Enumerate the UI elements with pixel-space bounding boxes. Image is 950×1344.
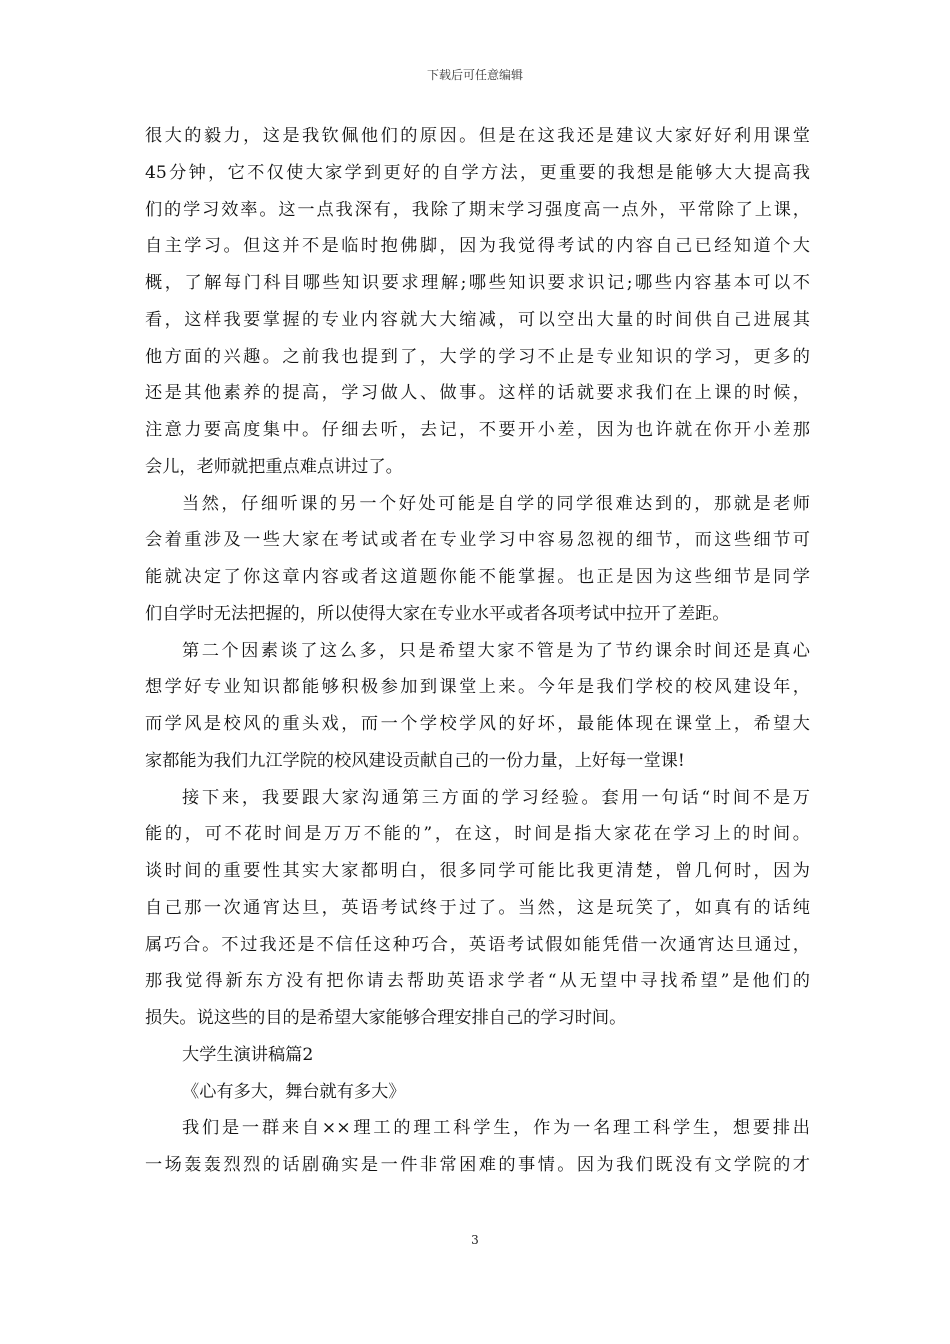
- text-line: 还是其他素养的提高，学习做人、做事。这样的话就要求我们在上课的时候，: [145, 383, 810, 404]
- text-line: 们的学习效率。这一点我深有，我除了期末学习强度高一点外，平常除了上课，: [145, 199, 810, 220]
- text-line: 那我觉得新东方没有把你请去帮助英语求学者“从无望中寻找希望”是他们的: [145, 971, 810, 992]
- text-line: 想学好专业知识都能够积极参加到课堂上来。今年是我们学校的校风建设年，: [145, 677, 810, 698]
- body-text: [145, 118, 810, 1184]
- text-line: 会着重涉及一些大家在考试或者在专业学习中容易忽视的细节，而这些细节可: [145, 530, 810, 551]
- text-line: 家都能为我们九江学院的校风建设贡献自己的一份力量，上好每一堂课!: [145, 750, 685, 771]
- text-line: 接下来，我要跟大家沟通第三方面的学习经验。套用一句话“时间不是万: [182, 787, 810, 808]
- text-line: 注意力要高度集中。仔细去听，去记，不要开小差，因为也许就在你开小差那: [145, 420, 810, 440]
- text-line: 自主学习。但这并不是临时抱佛脚，因为我觉得考试的内容自己已经知道个大: [145, 236, 810, 257]
- text-line: 《心有多大，舞台就有多大》: [182, 1081, 406, 1102]
- page-header: 下载后可任意编辑: [426, 68, 523, 82]
- text-line: 大学生演讲稿篇2: [182, 1044, 314, 1065]
- text-line: 一场轰轰烈烈的话剧确实是一件非常困难的事情。因为我们既没有文学院的才: [145, 1155, 810, 1175]
- text-line: 当然，仔细听课的另一个好处可能是自学的同学很难达到的，那就是老师: [182, 493, 810, 514]
- text-line: 能就决定了你这章内容或者这道题你能不能掌握。也正是因为这些细节是同学: [145, 567, 810, 587]
- text-line: 我们是一群来自××理工的理工科学生，作为一名理工科学生，想要排出: [182, 1118, 810, 1139]
- text-line: 45分钟，它不仅使大家学到更好的自学方法，更重要的我想是能够大大提高我: [145, 162, 810, 183]
- text-line: 他方面的兴趣。之前我也提到了，大学的学习不止是专业知识的学习，更多的: [145, 346, 810, 367]
- text-line: 谈时间的重要性其实大家都明白，很多同学可能比我更清楚，曾几何时，因为: [145, 861, 810, 881]
- text-line: 损失。说这些的目的是希望大家能够合理安排自己的学习时间。: [145, 1008, 627, 1028]
- text-line: 能的，可不花时间是万万不能的”，在这，时间是指大家花在学习上的时间。: [145, 824, 810, 845]
- text-line: 第二个因素谈了这么多，只是希望大家不管是为了节约课余时间还是真心: [182, 640, 810, 661]
- text-line: 会儿，老师就把重点难点讲过了。: [145, 456, 403, 477]
- text-line: 很大的毅力，这是我钦佩他们的原因。但是在这我还是建议大家好好利用课堂: [145, 126, 810, 146]
- text-line: 看，这样我要掌握的专业内容就大大缩减，可以空出大量的时间供自己进展其: [145, 309, 810, 330]
- text-line: 而学风是校风的重头戏，而一个学校学风的好坏，最能体现在课堂上，希望大: [145, 714, 810, 734]
- text-line: 属巧合。不过我还是不信任这种巧合，英语考试假如能凭借一次通宵达旦通过，: [145, 934, 810, 955]
- text-line: 概，了解每门科目哪些知识要求理解;哪些知识要求识记;哪些内容基本可以不: [145, 273, 810, 293]
- text-line: 们自学时无法把握的，所以使得大家在专业水平或者各项考试中拉开了差距。: [145, 603, 730, 624]
- text-line: 自己那一次通宵达旦，英语考试终于过了。当然，这是玩笑了，如真有的话纯: [145, 897, 810, 918]
- page-number: 3: [471, 1233, 479, 1247]
